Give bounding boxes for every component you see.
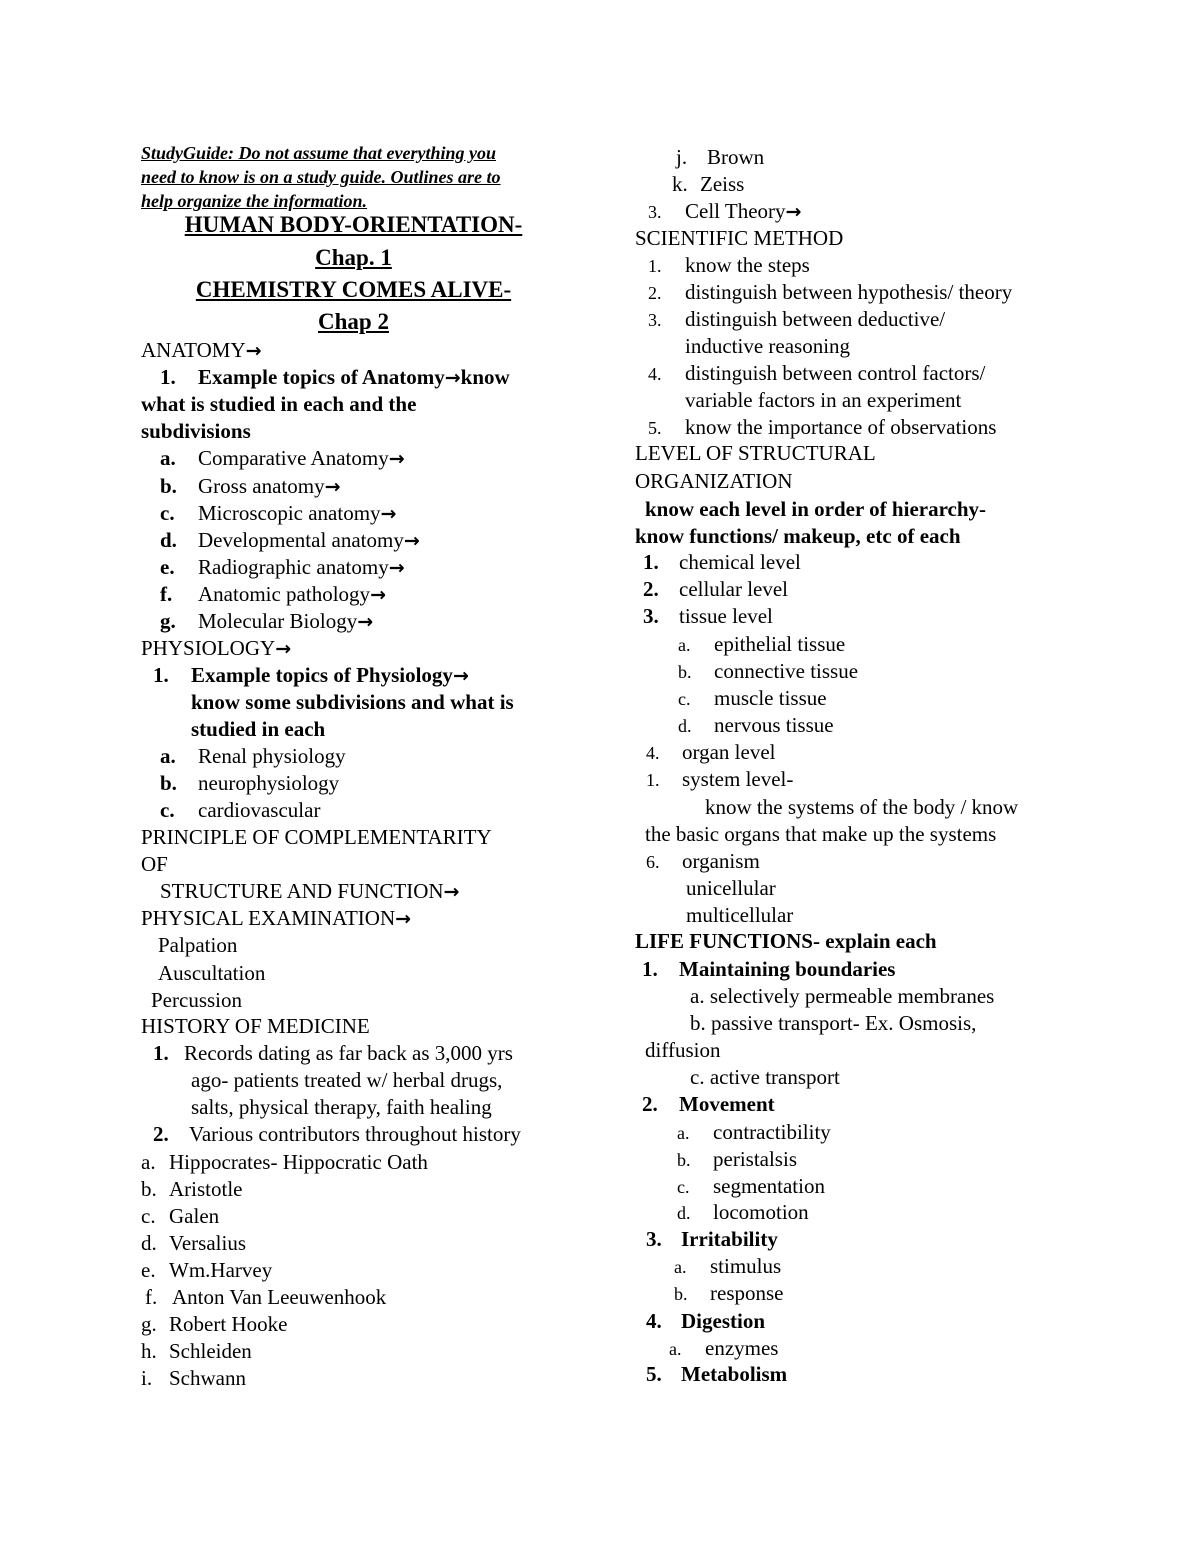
list-item: f. Anatomic pathology→: [160, 582, 386, 606]
list-item: c. cardiovascular: [160, 798, 321, 822]
function-item: 2. Movement: [642, 1092, 775, 1116]
system-note: know the systems of the body / know: [705, 795, 1019, 819]
history-item-line: salts, physical therapy, faith healing: [191, 1095, 492, 1119]
list-item: i. Schwann: [141, 1366, 246, 1390]
guide-line: need to know is on a study guide. Outlines are to: [141, 167, 501, 187]
list-item: a. selectively permeable membranes: [690, 984, 995, 1008]
list-item: g. Molecular Biology→: [160, 609, 374, 633]
history-item-line: ago- patients treated w/ herbal drugs,: [191, 1068, 503, 1092]
system-note: the basic organs that make up the systems: [645, 822, 997, 846]
arrow-right-icon: →: [275, 638, 292, 660]
function-item: 5. Metabolism: [646, 1362, 788, 1386]
list-item: Percussion: [151, 988, 242, 1012]
section-heading: STRUCTURE AND FUNCTION→: [160, 879, 460, 903]
function-item: 3. Irritability: [646, 1227, 778, 1251]
anatomy-item-line: subdivisions: [141, 419, 251, 443]
arrow-right-icon: →: [443, 881, 460, 903]
page-title: CHEMISTRY COMES ALIVE-: [195, 277, 512, 302]
list-item: c. Microscopic anatomy→: [160, 501, 397, 525]
list-item: b. response: [674, 1281, 784, 1305]
anatomy-item: 1. Example topics of Anatomy→know: [160, 365, 510, 389]
arrow-right-icon: →: [785, 201, 802, 223]
list-item: unicellular: [686, 876, 776, 900]
list-item: d. nervous tissue: [678, 713, 834, 737]
list-item: c. segmentation: [677, 1174, 825, 1198]
list-item: 2. distinguish between hypothesis/ theory: [648, 280, 1013, 304]
exam-heading: PHYSICAL EXAMINATION→: [141, 906, 412, 930]
history-item: 1. Records dating as far back as 3,000 yrs: [153, 1041, 513, 1065]
list-item: a. stimulus: [674, 1254, 782, 1278]
list-item: 6. organism: [646, 849, 760, 873]
list-item: 5. know the importance of observations: [648, 415, 997, 439]
list-item: c. muscle tissue: [678, 686, 827, 710]
list-item: b. neurophysiology: [160, 771, 340, 795]
list-item: c. active transport: [690, 1065, 840, 1089]
list-item: a. Comparative Anatomy→: [160, 446, 405, 470]
list-item: a. epithelial tissue: [678, 632, 846, 656]
page-title: HUMAN BODY-ORIENTATION-: [184, 212, 523, 237]
list-item: 1. chemical level: [643, 550, 801, 574]
physiology-heading: PHYSIOLOGY→: [141, 636, 292, 660]
list-item: a. enzymes: [669, 1336, 779, 1360]
level-heading: ORGANIZATION: [635, 469, 793, 493]
arrow-right-icon: →: [395, 908, 412, 930]
list-item: h. Schleiden: [141, 1339, 252, 1363]
function-item: 4. Digestion: [646, 1309, 765, 1333]
physiology-item-line: know some subdivisions and what is: [191, 690, 514, 714]
arrow-right-icon: →: [388, 557, 405, 579]
anatomy-heading: ANATOMY→: [141, 338, 262, 362]
list-item: e. Wm.Harvey: [141, 1258, 273, 1282]
list-item: b. passive transport- Ex. Osmosis,: [690, 1011, 977, 1035]
list-item: multicellular: [686, 903, 794, 927]
history-item: 2. Various contributors throughout history: [153, 1122, 521, 1146]
page-title: Chap. 1: [315, 245, 392, 270]
list-item-line: variable factors in an experiment: [685, 388, 962, 412]
list-item: j. Brown: [676, 145, 765, 169]
list-item: diffusion: [645, 1038, 721, 1062]
list-item: 3. distinguish between deductive/: [648, 307, 946, 331]
list-item: f. Anton Van Leeuwenhook: [145, 1285, 387, 1309]
level-heading: LEVEL OF STRUCTURAL: [635, 441, 876, 465]
function-item: 1. Maintaining boundaries: [642, 957, 896, 981]
list-item: b. Aristotle: [141, 1177, 243, 1201]
history-heading: HISTORY OF MEDICINE: [141, 1014, 370, 1038]
arrow-right-icon: →: [388, 448, 405, 470]
guide-line: help organize the information.: [141, 191, 368, 211]
list-item: c. Galen: [141, 1204, 220, 1228]
list-item: a. Renal physiology: [160, 744, 346, 768]
arrow-right-icon: →: [444, 367, 461, 389]
list-item: e. Radiographic anatomy→: [160, 555, 405, 579]
arrow-right-icon: →: [324, 476, 341, 498]
arrow-right-icon: →: [245, 340, 262, 362]
list-item: a. contractibility: [677, 1120, 831, 1144]
arrow-right-icon: →: [370, 584, 386, 606]
list-item: 2. cellular level: [643, 577, 789, 601]
level-note: know each level in order of hierarchy-: [645, 497, 987, 521]
cell-theory-item: 3. Cell Theory→: [648, 199, 802, 223]
list-item: 3. tissue level: [643, 604, 773, 628]
list-item: 1. system level-: [646, 767, 794, 791]
anatomy-item-line: what is studied in each and the: [141, 392, 417, 416]
list-item: b. peristalsis: [677, 1147, 797, 1171]
physiology-item-line: studied in each: [191, 717, 326, 741]
list-item: 1. know the steps: [648, 253, 810, 277]
list-item: b. Gross anatomy→: [160, 474, 341, 498]
list-item: d. Developmental anatomy→: [160, 528, 420, 552]
list-item: 4. organ level: [646, 740, 776, 764]
list-item: k. Zeiss: [672, 172, 745, 196]
list-item: d. locomotion: [677, 1200, 809, 1224]
list-item: 4. distinguish between control factors/: [648, 361, 986, 385]
list-item: d. Versalius: [141, 1231, 246, 1255]
list-item: Palpation: [158, 933, 238, 957]
list-item: Auscultation: [158, 961, 266, 985]
arrow-right-icon: →: [357, 611, 374, 633]
guide-line: StudyGuide: Do not assume that everything you: [141, 143, 497, 163]
physiology-item: 1. Example topics of Physiology→: [153, 663, 469, 687]
sci-heading: SCIENTIFIC METHOD: [635, 226, 844, 250]
list-item: a. Hippocrates- Hippocratic Oath: [141, 1150, 428, 1174]
arrow-right-icon: →: [403, 530, 420, 552]
section-heading: OF: [141, 852, 168, 876]
section-heading: PRINCIPLE OF COMPLEMENTARITY: [141, 825, 492, 849]
level-note: know functions/ makeup, etc of each: [635, 524, 961, 548]
list-item: g. Robert Hooke: [141, 1312, 288, 1336]
life-heading: LIFE FUNCTIONS- explain each: [635, 929, 937, 953]
page-title: Chap 2: [318, 309, 389, 334]
list-item: b. connective tissue: [678, 659, 859, 683]
arrow-right-icon: →: [380, 503, 397, 525]
arrow-right-icon: →: [452, 665, 469, 687]
list-item-line: inductive reasoning: [685, 334, 851, 358]
